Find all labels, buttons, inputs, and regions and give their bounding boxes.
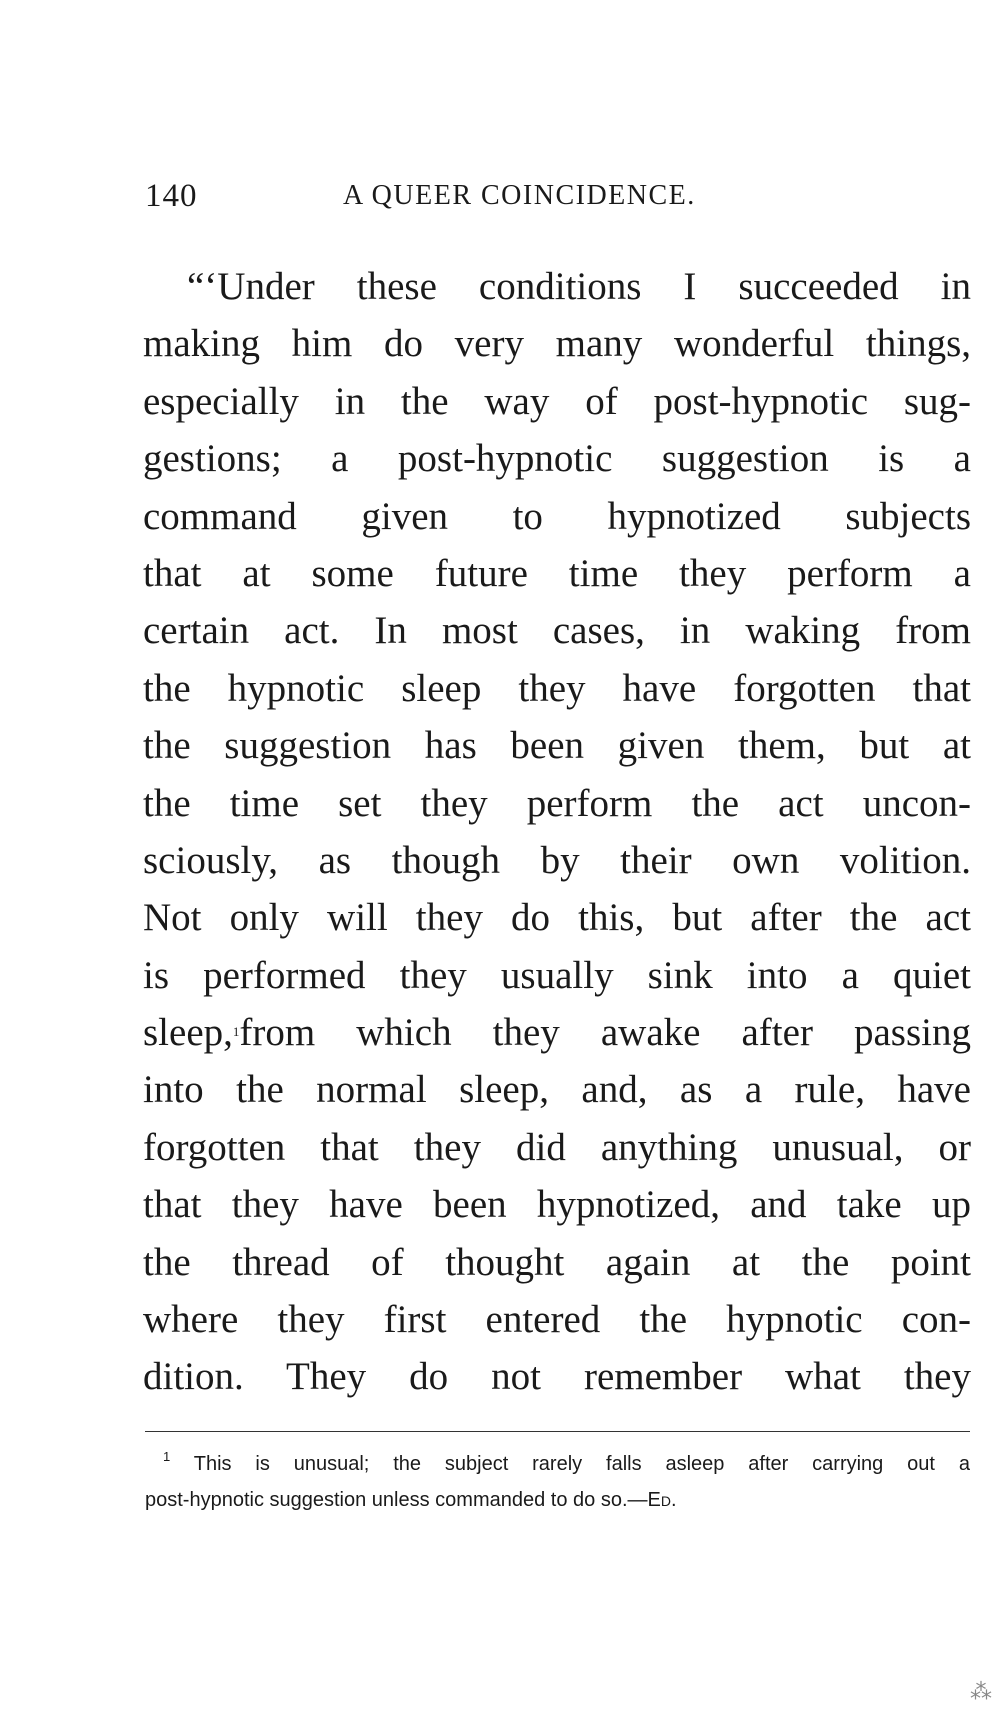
text-line: is performed they usually sink into a quiet [143,953,971,997]
text-line: the hypnotic sleep they have forgotten that [143,666,971,710]
text-line: sciously, as though by their own volition. [143,838,971,882]
footnote-text: This is unusual; the subject rarely falls asleep after carrying out a [193,1453,970,1475]
text-line: where they first entered the hypnotic con- [143,1298,971,1342]
text-line: certain act. In most cases, in waking from [143,609,971,653]
text-line: that at some future time they perform a [143,551,971,595]
text-line: command given to hypnotized subjects [143,494,971,538]
text-fragment: from which they awake after passing [239,1011,971,1055]
footnote-line [145,1446,970,1482]
text-fragment: sleep, [143,1011,233,1055]
text-line: dition. They do not remember what they [143,1355,971,1399]
footnote-line [145,1482,970,1518]
text-line: that they have been hypnotized, and take up [143,1183,971,1227]
text-line: the time set they perform the act uncon- [143,781,971,825]
text-line: “‘Under these conditions I succeeded in [187,265,971,308]
body-text [143,258,971,1406]
footnote-number: 1 [163,1449,171,1464]
footnote-divider [145,1431,970,1432]
text-line: the suggestion has been given them, but at [143,724,971,768]
running-head: A QUEER COINCIDENCE. [343,180,696,211]
page-number: 140 [145,178,198,214]
footnote-reference: 1 [232,1024,240,1040]
text-line: Not only will they do this, but after the act [143,896,971,940]
footnote-text: post-hypnotic suggestion unless commanded to do so.— [145,1489,648,1511]
page-header [145,178,905,218]
text-line: gestions; a post-hypnotic suggestion is a [143,437,971,481]
text-line: forgotten that they did anything unusual, or [143,1125,971,1169]
editor-attribution: Ed. [647,1489,677,1511]
text-line: the thread of thought again at the point [143,1240,971,1284]
text-line: making him do very many wonderful things, [143,322,971,366]
text-line: especially in the way of post-hypnotic sug- [143,379,971,423]
text-line-with-footnote [143,1004,971,1061]
footnote [145,1446,970,1518]
scan-mark-icon: ⁂ [970,1680,992,1705]
text-line: into the normal sleep, and, as a rule, have [143,1068,971,1112]
